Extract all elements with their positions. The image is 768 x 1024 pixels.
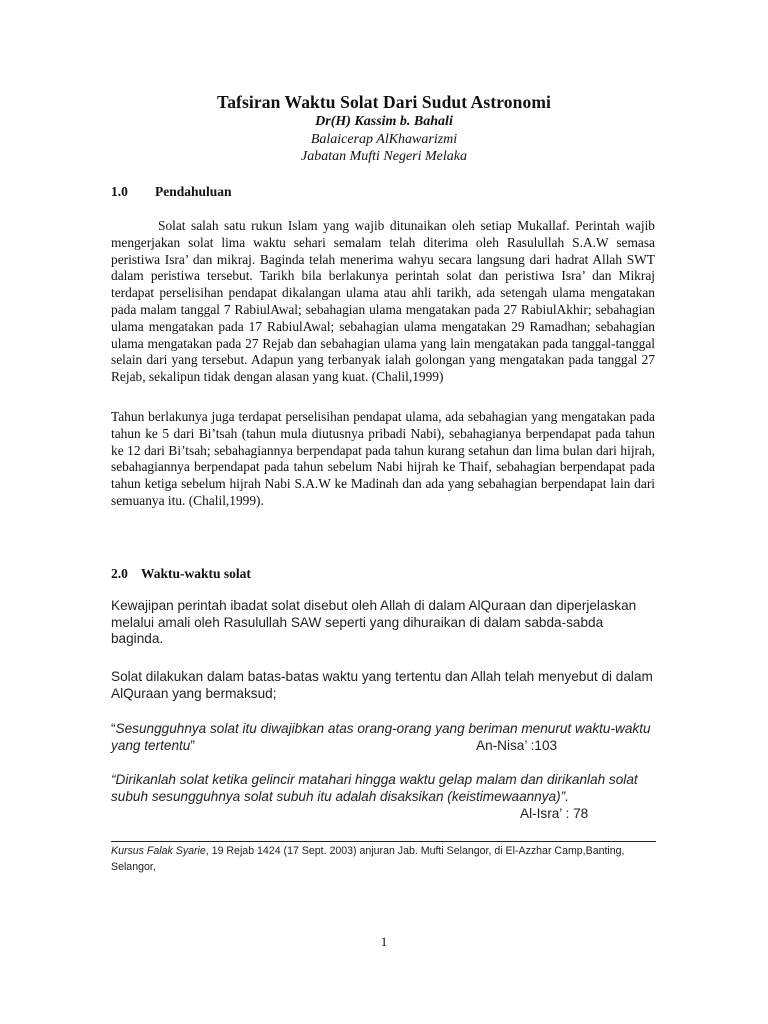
footnote-details: , 19 Rejab 1424 (17 Sept. 2003) anjuran Jab. Mufti Selangor, di El-Azzhar Camp,Banting, Selangor, xyxy=(111,845,625,873)
section-title: Waktu-waktu solat xyxy=(141,566,251,581)
section-number: 2.0 xyxy=(111,566,128,581)
paragraph-text: Tahun berlakunya juga terdapat perselisihan pendapat ulama, ada sebahagian yang mengatakan pada tahun ke 5 dari Bi’tsah (tahun mula diutusnya pribadi Nabi), sebahagianya berpendapat pada tahun ke 12 dari Bi’tsah; sebahagiannya berpendapat pada tahun kurang setahun dan lima bulan dari hijrah, sebahagiannya berpendapat pada tahun sebelum Nabi hijrah ke Thaif, sebahagian berpendapat pada tahun ketiga sebelum hijrah Nabi S.A.W ke Madinah dan ada yang sebahagian berpendapat lain dari semuanya itu. (Chalil,1999). xyxy=(111,409,655,508)
quran-quote-2: “Dirikanlah solat ketika gelincir matahari hingga waktu gelap malam dan dirikanlah solat subuh sesungguhnya solat subuh itu adalah disaksikan (keistimewaannya)”. xyxy=(111,772,638,804)
quote-2-reference: Al-Isra’ : 78 xyxy=(520,806,589,821)
footnote xyxy=(111,844,656,875)
section-title: Pendahuluan xyxy=(155,184,232,199)
document-title: Tafsiran Waktu Solat Dari Sudut Astronomi xyxy=(217,92,551,112)
footnote-separator xyxy=(111,841,656,842)
section-heading-introduction xyxy=(111,184,232,200)
footnote-course-name: Kursus Falak Syarie xyxy=(111,845,206,857)
prayer-paragraph-2: Solat dilakukan dalam batas-batas waktu yang tertentu dan Allah telah menyebut di dalam AlQuraan yang bermaksud; xyxy=(111,669,653,701)
intro-paragraph-2 xyxy=(111,409,655,510)
quote-close-mark: ” xyxy=(190,737,195,753)
paragraph-text: Solat salah satu rukun Islam yang wajib ditunaikan oleh setiap Mukallaf. Perintah wajib mengerjakan solat lima waktu sehari semalam telah diterima oleh Rasulullah S.A.W semasa peristiwa Isra’ dan mikraj. Baginda telah menerima wahyu secara langsung dari hadrat Allah SWT dalam peristiwa tersebut. Tarikh bila berlakunya perintah solat dan peristiwa Isra’ dan Mikraj terdapat perselisihan pendapat dikalangan ulama atau ahli tarikh, ada setengah ulama mengatakan pada malam tanggal 7 RabiulAwal; sebahagian ulama mengatakan pada 27 RabiulAkhir; sebahagian ulama mengatakan pada 17 RabiulAwal; sebahagian ulama mengatakan 29 Ramadhan; sebahagian ulama mengatakan pada 27 Rejab dan sebahagian ulama yang lain mengatakan pada tanggal-tanggal selain dari yang tersebut. Adapun yang terbanyak ialah golongan yang mengatakan pada tanggal 27 Rejab, sekalipun tidak dengan alasan yang kuat. (Chalil,1999) xyxy=(111,218,655,385)
quote-1-reference: An-Nisa’ :103 xyxy=(476,738,558,753)
quran-quote-1 xyxy=(111,721,655,754)
affiliation-line-1: Balaicerap AlKhawarizmi xyxy=(310,132,458,147)
author-name: Dr(H) Kassim b. Bahali xyxy=(315,114,453,129)
affiliation-line-2: Jabatan Mufti Negeri Melaka xyxy=(300,149,468,164)
page-number: 1 xyxy=(380,934,388,949)
quote-text: Sesungguhnya solat itu diwajibkan atas orang-orang yang beriman menurut waktu-waktu yang tertentu xyxy=(111,721,651,753)
section-number: 1.0 xyxy=(111,184,128,199)
prayer-paragraph-1: Kewajipan perintah ibadat solat disebut oleh Allah di dalam AlQuraan dan diperjelaskan melalui amali oleh Rasulullah SAW seperti yang dihuraikan di dalam sabda-sabda baginda. xyxy=(111,598,637,647)
section-heading-prayer-times xyxy=(111,566,251,582)
intro-paragraph-1 xyxy=(111,218,655,386)
quote-open-mark: “ xyxy=(111,721,116,736)
